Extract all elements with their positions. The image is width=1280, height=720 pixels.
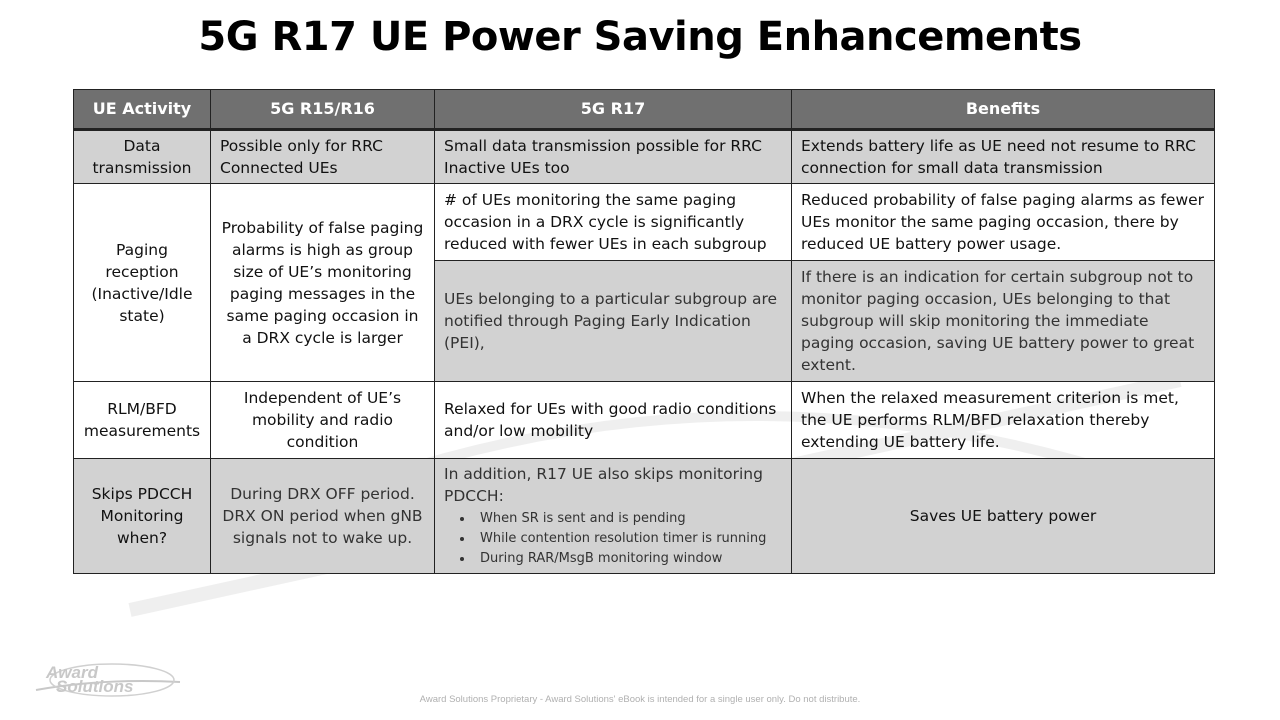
cell-benefit: Extends battery life as UE need not resume to RRC connection for small data transmission: [792, 130, 1215, 184]
logo-text: Solutions: [56, 677, 134, 696]
cell-r17: # of UEs monitoring the same paging occasion in a DRX cycle is significantly reduced with fewer UEs in each subgroup: [435, 184, 792, 261]
cell-benefit: Saves UE battery power: [792, 459, 1215, 574]
cell-r17: [435, 459, 792, 574]
header-ue-activity: UE Activity: [74, 90, 211, 130]
cell-benefit: When the relaxed measurement criterion is met, the UE performs RLM/BFD relaxation thereby extending UE battery life.: [792, 382, 1215, 459]
table-row-pdcch: [74, 459, 1215, 574]
list-item: • While contention resolution timer is running: [474, 529, 782, 549]
cell-benefit: If there is an indication for certain subgroup not to monitor paging occasion, UEs belonging to that subgroup will skip monitoring the immediate paging occasion, saving UE battery power to great extent.: [792, 261, 1215, 382]
header-r17: 5G R17: [435, 90, 792, 130]
cell-r17: Relaxed for UEs with good radio conditions and/or low mobility: [435, 382, 792, 459]
table-row-data-transmission: [74, 130, 1215, 184]
cell-r17: Small data transmission possible for RRC Inactive UEs too: [435, 130, 792, 184]
logo-text: Award: [46, 663, 98, 682]
table-row-rlm-bfd: [74, 382, 1215, 459]
footer-disclaimer: Award Solutions Proprietary - Award Solutions' eBook is intended for a single user only. Do not distribute.: [419, 694, 861, 705]
cell-r15-r16: Probability of false paging alarms is high as group size of UE’s monitoring paging messages in the same paging occasion in a DRX cycle is larger: [211, 184, 435, 382]
pdcch-intro: In addition, R17 UE also skips monitoring PDCCH:: [444, 465, 763, 505]
cell-r15-r16: During DRX OFF period. DRX ON period when gNB signals not to wake up.: [211, 459, 435, 574]
header-benefits: Benefits: [792, 90, 1215, 130]
table-row-paging-a: [74, 184, 1215, 261]
cell-r15-r16: Possible only for RRC Connected UEs: [211, 130, 435, 184]
list-item: • During RAR/MsgB monitoring window: [474, 549, 782, 569]
cell-benefit: Reduced probability of false paging alarms as fewer UEs monitor the same paging occasion, there by reduced UE battery power usage.: [792, 184, 1215, 261]
cell-activity: Data transmission: [74, 130, 211, 184]
cell-r17: UEs belonging to a particular subgroup are notified through Paging Early Indication (PEI),: [435, 261, 792, 382]
cell-activity: Skips PDCCH Monitoring when?: [74, 459, 211, 574]
cell-activity: Paging reception (Inactive/Idle state): [74, 184, 211, 382]
cell-activity: RLM/BFD measurements: [74, 382, 211, 459]
header-r15-r16: 5G R15/R16: [211, 90, 435, 130]
list-item: • When SR is sent and is pending: [474, 509, 782, 529]
table-header-row: [74, 90, 1215, 130]
page-title: 5G R17 UE Power Saving Enhancements: [198, 14, 1082, 60]
comparison-table: [73, 89, 1215, 574]
cell-r15-r16: Independent of UE’s mobility and radio condition: [211, 382, 435, 459]
pdcch-bullet-list: [444, 509, 782, 569]
